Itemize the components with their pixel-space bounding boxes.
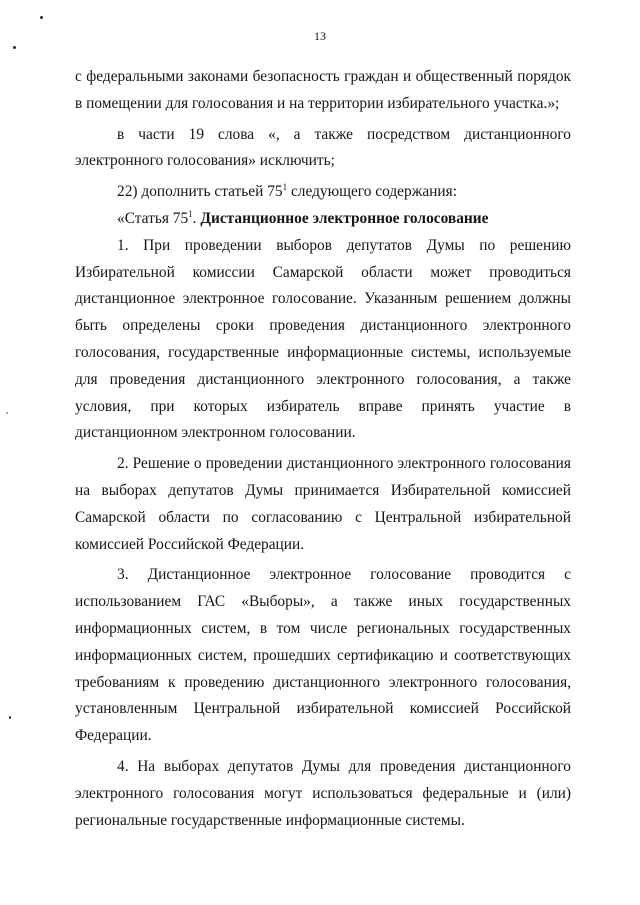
scan-speck-side [6,412,8,414]
scan-speck-mid [13,46,16,49]
paragraph-1-line-1: с федеральными законами безопасность граждан и общественный порядок [75,68,571,85]
document-body [75,64,571,834]
article-heading-title: Дистанционное электронное голосование [200,209,489,227]
clause-4: 4. На выборах депутатов Думы для проведения дистанционного электронного голосования могут использоваться федеральные и (или) региональные государственные информационные системы. [75,757,571,829]
scan-speck-top [40,16,43,19]
paragraph-item-22 [75,179,571,206]
paragraph-amendment-part-19: в части 19 слова «, а также посредством дистанционного электронного голосования» исключить; [75,125,571,170]
clause-3: 3. Дистанционное электронное голосование проводится с использованием ГАС «Выборы», а также иных государственных информационных систем, в том числе региональных государственных информационных систем, прошедших сертификацию и соответствующих требованиям к проведению дистанционного электронного голосования, установленным Центральной избирательной комиссией Российской Федерации. [75,566,571,745]
article-heading-superscript: 1 [188,208,193,219]
item-22-text-end: следующего содержания: [287,183,457,201]
article-heading-prefix: «Статья 75 [117,209,189,227]
page-number: 13 [314,29,326,43]
clause-1: 1. При проведении выборов депутатов Думы по решению Избирательной комиссии Самарской области может проводиться дистанционное электронное голосование. Указанным решением должны быть определены сроки проведения дистанционного электронного голосования, государственные информационные системы, используемые для проведения дистанционного электронного голосования, а также условия, при которых избиратель вправе принять участие в дистанционном электронном голосовании. [75,236,571,442]
scan-speck-bottom [9,716,11,719]
article-heading [75,206,571,233]
item-22-text: 22) дополнить статьей 75 [117,183,283,201]
article-heading-dot: . [192,209,201,227]
paragraph-1-line-2: в помещении для голосования и на территории избирательного участка.»; [75,94,560,112]
item-22-superscript: 1 [282,182,288,193]
clause-2: 2. Решение о проведении дистанционного электронного голосования на выборах депутатов Думы принимается Избирательной комиссией Самарской области по согласованию с Центральной избирательной комиссией Российской Федерации. [75,455,571,553]
